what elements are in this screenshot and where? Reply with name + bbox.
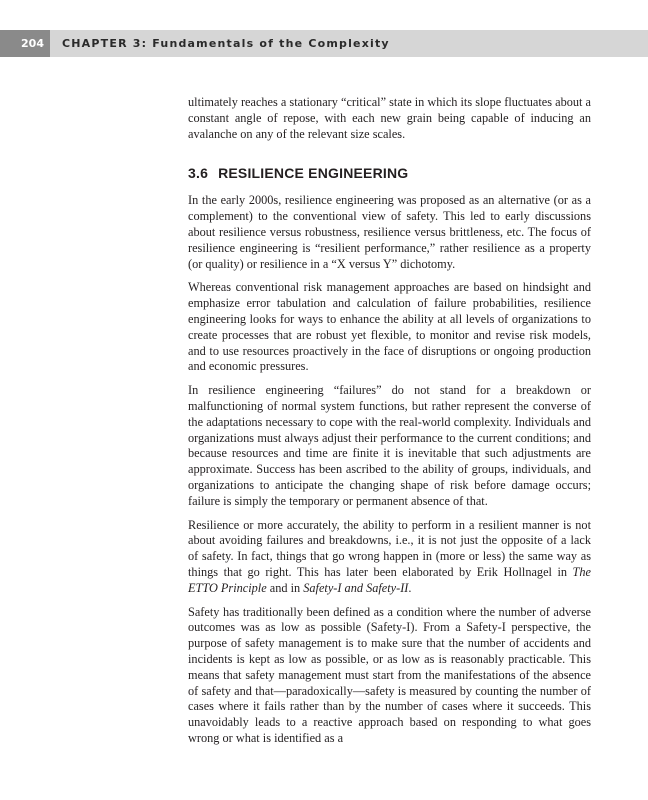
paragraph-4 bbox=[188, 518, 591, 597]
paragraph-4-and: and in bbox=[266, 580, 304, 595]
paragraph-1: In the early 2000s, resilience engineering was proposed as an alternative (or as a complement) to the conventional view of safety. This led to early discussions about resilience versus robustness, resilience versus brittleness, etc. The focus of resilience engineering is “resilient performance,” rather resilience as a property (or quality) or resilience in a “X versus Y” dichotomy. bbox=[188, 193, 591, 271]
page-body bbox=[188, 95, 591, 755]
paragraph-2: Whereas conventional risk management approaches are based on hindsight and emphasize error tabulation and calculation of failure probabilities, resilience engineering looks for ways to enhance the ability at all levels of organizations to create processes that are robust yet flexible, to monitor and revise risk models, and to use resources proactively in the face of disruptions or ongoing production and economic pressures. bbox=[188, 280, 591, 374]
section-title: RESILIENCE ENGINEERING bbox=[218, 165, 409, 182]
section-heading bbox=[188, 165, 591, 181]
paragraph-5: Safety has traditionally been defined as a condition where the number of adverse outcomes was as low as possible (Safety-I). From a Safety-I perspective, the purpose of safety management is to make sure that the number of accidents and incidents is kept as low as possible, or as low as is reasonably practicable. This means that safety management must start from the manifestations of the absence of safety and that—paradoxically—safety is measured by counting the number of cases where it fails rather than by the number of cases where it succeeds. This unavoidably leads to a reactive approach based on responding to what goes wrong or what is identified as a bbox=[188, 604, 591, 745]
paragraph-3: In resilience engineering “failures” do not stand for a breakdown or malfunctioning of normal system functions, but rather represent the converse of the adaptations necessary to cope with the real-world complexity. Individuals and organizations must always adjust their performance to the current conditions; and because resources and time are finite it is inevitable that such adjustments are approximate. Success has been ascribed to the ability of groups, individuals, and organizations to anticipate the changing shape of risk before damage occurs; failure is simply the temporary or permanent absence of that. bbox=[188, 383, 591, 508]
paragraph-4-end: . bbox=[408, 580, 412, 595]
section-number: 3.6 bbox=[188, 165, 209, 182]
chapter-title: CHAPTER 3: Fundamentals of the Complexity bbox=[62, 37, 390, 50]
running-header bbox=[0, 30, 648, 57]
book-title-safety: Safety-I and Safety-II bbox=[303, 580, 409, 595]
intro-paragraph: ultimately reaches a stationary “critical” state in which its slope fluctuates about a constant angle of repose, with each new grain being capable of inducing an avalanche on any of the relevant size scales. bbox=[188, 95, 591, 141]
page-number: 204 bbox=[0, 30, 50, 57]
book-title-etto: The ETTO Principle bbox=[188, 564, 591, 595]
paragraph-4-text: Resilience or more accurately, the ability to perform in a resilient manner is not about avoiding failures and breakdowns, i.e., it is not just the opposite of a lack of safety. In fact, things that go wrong happen in (more or less) the same way as things that go right. This has later been elaborated by Erik Hollnagel in bbox=[188, 517, 591, 579]
